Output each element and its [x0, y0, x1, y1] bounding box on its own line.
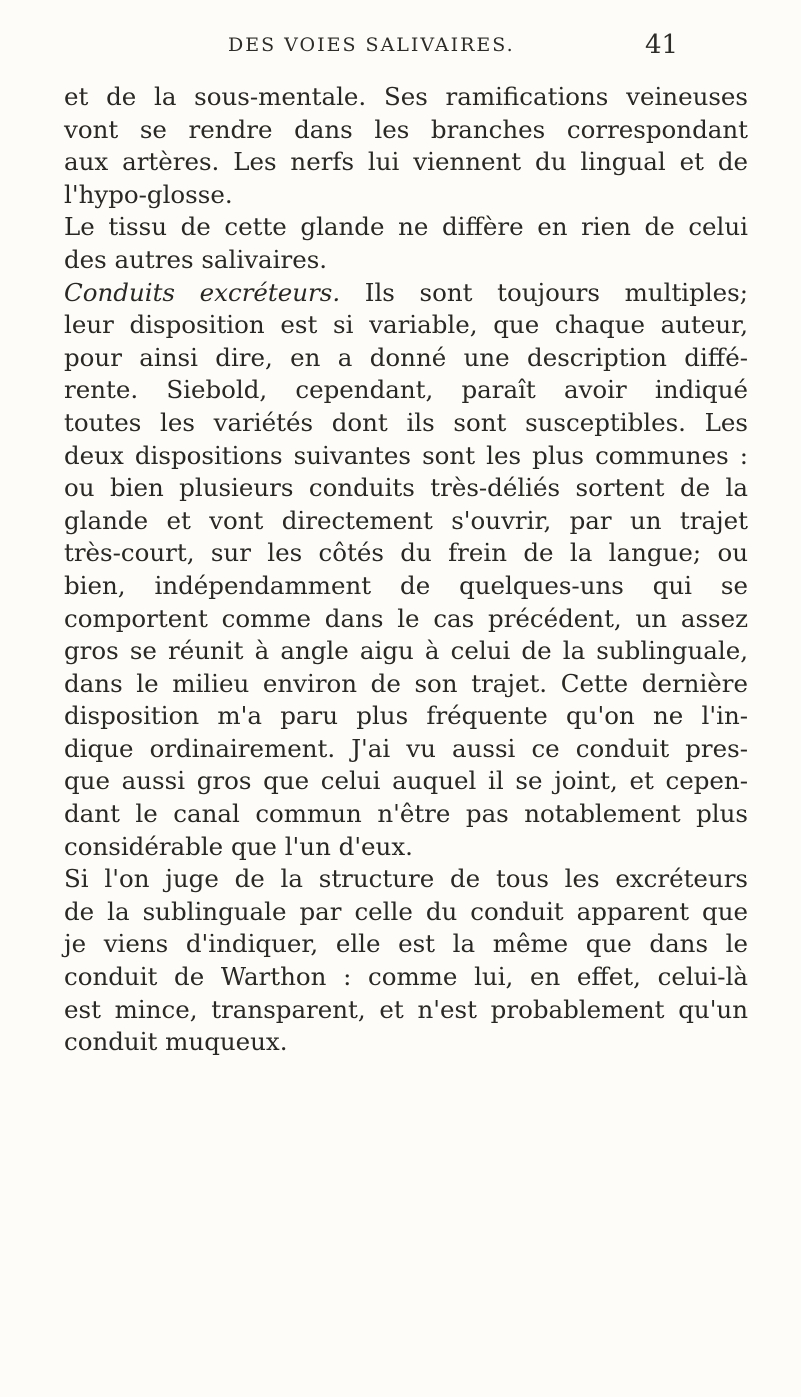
text-line: très-court, sur les côtés du frein de la langue; ou	[64, 538, 748, 568]
text-line: considérable que l'un d'eux.	[64, 831, 413, 861]
running-title: DES VOIES SALIVAIRES.	[228, 34, 515, 56]
text-line: conduit muqueux.	[64, 1027, 288, 1057]
paragraph-start-line: Si l'on juge de la structure de tous les excréteurs	[64, 864, 748, 894]
text-line: toutes les variétés dont ils sont susceptibles. Les	[64, 407, 748, 437]
text-line: conduit de Warthon : comme lui, en effet, celui-là	[64, 962, 748, 992]
text-line: gros se réunit à angle aigu à celui de la sublinguale,	[64, 636, 748, 666]
page-number: 41	[645, 30, 679, 60]
text-line: de la sublinguale par celle du conduit apparent que	[64, 896, 748, 926]
text-line: que aussi gros que celui auquel il se joint, et cepen-	[64, 766, 748, 796]
text-line: pour ainsi dire, en a donné une description diffé-	[64, 342, 748, 372]
text-line: est mince, transparent, et n'est probablement qu'un	[64, 994, 748, 1024]
text-line: dans le milieu environ de son trajet. Cette dernière	[64, 668, 748, 698]
text-line: leur disposition est si variable, que chaque auteur,	[64, 310, 748, 340]
text-line: disposition m'a paru plus fréquente qu'on ne l'in-	[64, 701, 748, 731]
text-line: comportent comme dans le cas précédent, un assez	[64, 603, 748, 633]
text-segment: Ils sont toujours multiples;	[364, 277, 748, 307]
text-line: dant le canal commun n'être pas notablement plus	[64, 799, 748, 829]
paragraph-start-line	[64, 277, 748, 310]
text-line: l'hypo-glosse.	[64, 179, 233, 209]
text-line: et de la sous-mentale. Ses ramifications veineuses	[64, 82, 748, 111]
running-header	[0, 30, 801, 60]
text-line: aux artères. Les nerfs lui viennent du lingual et de	[64, 147, 748, 177]
text-line: deux dispositions suivantes sont les plus communes :	[64, 440, 748, 470]
body-text	[64, 81, 748, 1059]
text-line: bien, indépendamment de quelques-uns qui se	[64, 570, 748, 600]
paragraph-start-line: Le tissu de cette glande ne diffère en rien de celui	[64, 212, 748, 242]
text-line: je viens d'indiquer, elle est la même que dans le	[64, 929, 748, 959]
text-line: glande et vont directement s'ouvrir, par un trajet	[64, 505, 748, 535]
text-line: ou bien plusieurs conduits très-déliés sortent de la	[64, 473, 748, 503]
text-line: des autres salivaires.	[64, 244, 328, 274]
text-line: vont se rendre dans les branches correspondant	[64, 114, 748, 144]
text-line: dique ordinairement. J'ai vu aussi ce conduit pres-	[64, 733, 748, 763]
section-heading-italic: Conduits excréteurs.	[64, 277, 341, 307]
text-line: rente. Siebold, cependant, paraît avoir indiqué	[64, 375, 748, 405]
